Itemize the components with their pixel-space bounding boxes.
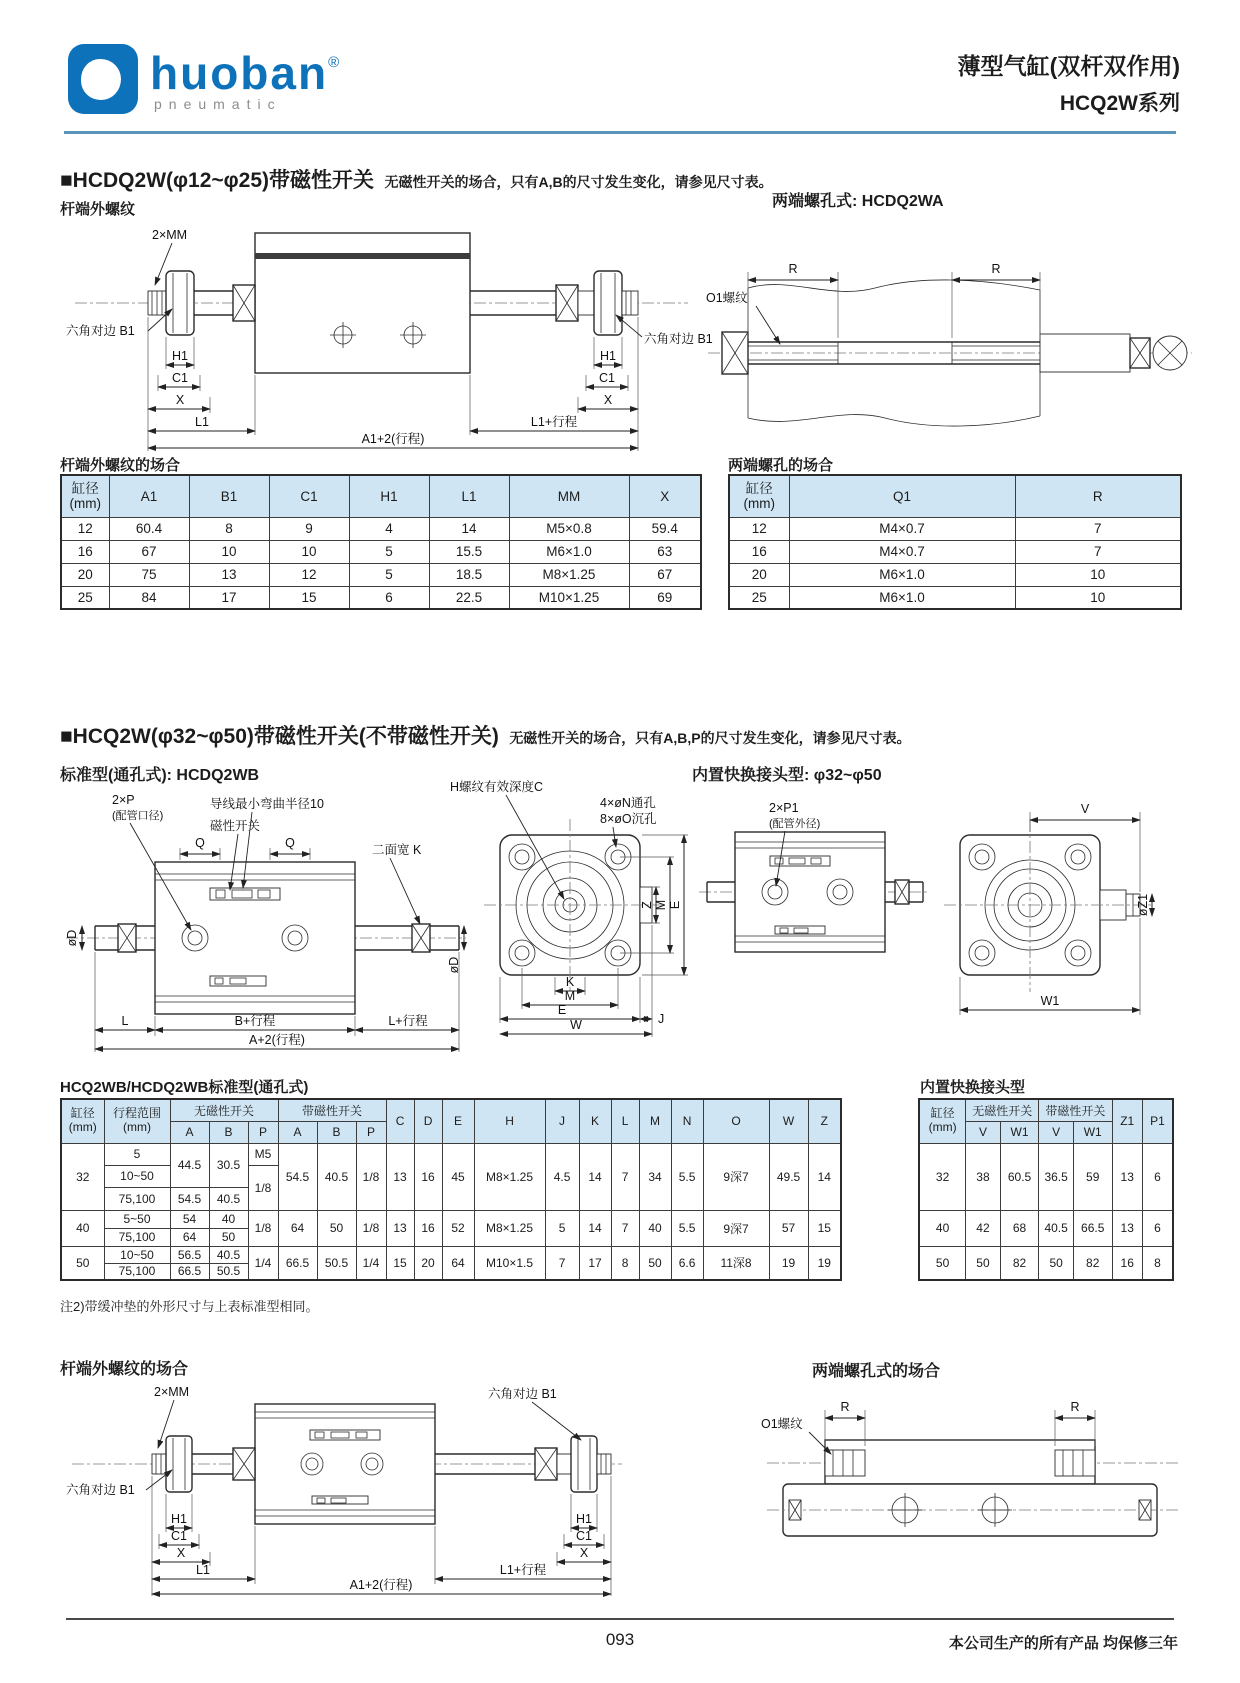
header-titles — [958, 48, 1180, 117]
callout-4xn-through: 4×øN通孔 — [600, 796, 656, 810]
footer-warranty-text: 本公司生产的所有产品 均保修三年 — [948, 1635, 1178, 1652]
dim-label-c1-right: C1 — [599, 371, 615, 385]
dim-label-v: V — [1080, 802, 1090, 816]
section2-title: ■HCQ2W(φ32~φ50)带磁性开关(不带磁性开关) — [60, 725, 499, 748]
dim-label-l1: L1 — [196, 1563, 210, 1577]
col-d: D — [414, 1099, 442, 1143]
table-row: 40 42 68 40.5 66.5 13 6 — [919, 1210, 1173, 1246]
dim-label-e-vert: E — [668, 900, 682, 910]
table3-header-row1 — [61, 1099, 841, 1121]
col-a1: A1 — [109, 475, 189, 517]
col-a-nomag: A — [170, 1121, 209, 1143]
callout-hex-b1-left: 六角对边 B1 — [66, 1483, 135, 1497]
col-z: Z — [808, 1099, 841, 1143]
col-l1: L1 — [429, 475, 509, 517]
dim-label-l1-stroke: L1+行程 — [530, 415, 578, 429]
dim-label-a1-stroke: A1+2(行程) — [361, 432, 425, 446]
dim-label-m-vert: M — [654, 899, 668, 911]
dim-label-a-stroke: A+2(行程) — [249, 1033, 305, 1047]
label-both-ends-tapped: 两端螺孔式: HCDQ2WA — [772, 193, 944, 210]
table-row: 50 50 82 50 82 16 8 — [919, 1246, 1173, 1280]
callout-wire-bend: 导线最小弯曲半径10 — [210, 797, 324, 811]
standard-type-dimension-table — [60, 1098, 842, 1281]
dim-label-x-left: X — [175, 393, 185, 407]
table4-header-row1 — [919, 1099, 1173, 1121]
col-w1-mag: W1 — [1073, 1121, 1112, 1143]
table-row: 50 10~50 56.5 40.5 1/4 66.5 50.5 1/4 15 20 64 M10×1.5 7 17 8 50 6.6 11深8 19 19 — [61, 1246, 841, 1263]
table-row: 25 M6×1.0 10 — [729, 586, 1181, 609]
table3-note: 注2)带缓冲垫的外形尺寸与上表标准型相同。 — [60, 1299, 319, 1314]
table-row: 75,100 64 50 — [61, 1228, 841, 1246]
col-bore: 缸径 (mm) — [919, 1099, 966, 1143]
col-w: W — [769, 1099, 808, 1143]
col-b-nomag: B — [209, 1121, 248, 1143]
dim-label-h1-left: H1 — [171, 1512, 187, 1526]
brand-logo — [150, 47, 340, 112]
callout-magnetic-switch: 磁性开关 — [210, 819, 261, 833]
dim-label-x-left: X — [176, 1546, 186, 1560]
drawing-standard-side-view — [60, 790, 470, 1055]
col-b1: B1 — [189, 475, 269, 517]
col-h: H — [474, 1099, 545, 1143]
table-row: 12 M4×0.7 7 — [729, 517, 1181, 540]
col-group-with-magnet: 带磁性开关 — [1039, 1099, 1112, 1121]
callout-o1-thread: O1螺纹 — [706, 291, 748, 305]
table-row: 20 M6×1.0 10 — [729, 563, 1181, 586]
col-w1-nomag: W1 — [1000, 1121, 1039, 1143]
label-both-ends-tapped-case: 两端螺孔式的场合 — [812, 1363, 941, 1380]
col-q1: Q1 — [789, 475, 1015, 517]
section1-note: 无磁性开关的场合，只有A,B的尺寸发生变化，请参见尺寸表。 — [384, 174, 773, 190]
dim-label-od-right: øD — [447, 956, 461, 974]
footer-rule — [66, 1618, 1174, 1620]
col-p-mag: P — [356, 1121, 386, 1143]
label-rod-end-thread: 杆端外螺纹 — [60, 201, 136, 218]
section1-title: ■HCDQ2W(φ12~φ25)带磁性开关 — [60, 169, 375, 192]
section1-heading — [60, 164, 773, 194]
callout-2xp: 2×P — [112, 793, 135, 807]
dim-label-z: Z — [640, 901, 654, 909]
col-c1: C1 — [269, 475, 349, 517]
dim-label-l: L — [121, 1014, 129, 1028]
table2-header-row — [729, 475, 1181, 517]
col-b-mag: B — [317, 1121, 356, 1143]
drawing-both-ends-tapped — [700, 250, 1200, 445]
table-row: 10~50 1/8 — [61, 1165, 841, 1187]
dim-label-h1-right: H1 — [576, 1512, 592, 1526]
brand-subtitle: pneumatic — [154, 96, 282, 112]
section2-note: 无磁性开关的场合，只有A,B,P的尺寸发生变化，请参见尺寸表。 — [509, 730, 911, 746]
col-e: E — [442, 1099, 474, 1143]
table-row: 32 5 44.5 30.5 M5 54.5 40.5 1/8 13 16 45 M8×1.25 4.5 14 7 34 5.5 9深7 49.5 14 — [61, 1143, 841, 1165]
col-k: K — [579, 1099, 611, 1143]
col-c: C — [386, 1099, 414, 1143]
col-v-mag: V — [1039, 1121, 1074, 1143]
col-bore: 缸径 (mm) — [61, 1099, 104, 1143]
brand-logo-icon — [68, 44, 138, 114]
dim-label-m-bottom: M — [564, 989, 576, 1003]
callout-8xo-counterbore: 8×øO沉孔 — [600, 812, 657, 826]
page-number: 093 — [605, 1630, 635, 1649]
label-rod-end-thread-case: 杆端外螺纹的场合 — [60, 1361, 189, 1378]
dim-label-h1-left: H1 — [172, 349, 188, 363]
col-p-nomag: P — [248, 1121, 278, 1143]
col-j: J — [545, 1099, 579, 1143]
col-stroke-range: 行程范围 (mm) — [104, 1099, 170, 1143]
callout-flat-width-k: 二面宽 K — [372, 843, 422, 857]
dim-label-e-bottom: E — [557, 1003, 567, 1017]
dim-label-l1: L1 — [195, 415, 209, 429]
dim-label-j: J — [658, 1012, 665, 1026]
table1-title: 杆端外螺纹的场合 — [60, 457, 181, 474]
registered-mark-icon: ® — [328, 54, 340, 71]
table-row: 25 84 17 15 6 22.5 M10×1.25 69 — [61, 586, 701, 609]
header-rule — [64, 131, 1176, 134]
table4-title: 内置快换接头型 — [920, 1079, 1026, 1096]
dim-label-k: K — [565, 975, 575, 989]
col-h1: H1 — [349, 475, 429, 517]
both-ends-tapped-table — [728, 474, 1182, 610]
table1-header-row — [61, 475, 701, 517]
col-n: N — [671, 1099, 703, 1143]
callout-2xp1-sub: (配管外径) — [769, 818, 821, 830]
dim-label-l1-stroke: L1+行程 — [499, 1563, 547, 1577]
col-r: R — [1015, 475, 1181, 517]
col-x: X — [629, 475, 701, 517]
dim-label-w: W — [570, 1018, 582, 1032]
drawing-standard-front-view — [450, 775, 695, 1037]
callout-hex-b1-left: 六角对边 B1 — [66, 324, 135, 338]
series-title: HCQ2W系列 — [1059, 92, 1180, 115]
dim-label-q-right: Q — [285, 836, 295, 850]
col-m: M — [639, 1099, 671, 1143]
col-group-no-magnet: 无磁性开关 — [170, 1099, 278, 1121]
col-a-mag: A — [278, 1121, 317, 1143]
dim-label-c1-right: C1 — [576, 1529, 592, 1543]
col-z1: Z1 — [1112, 1099, 1142, 1143]
callout-2xmm: 2×MM — [152, 228, 188, 242]
table-row: 12 60.4 8 9 4 14 M5×0.8 59.4 — [61, 517, 701, 540]
callout-2xp-sub: (配管口径) — [112, 810, 164, 822]
dim-label-r-right: R — [991, 262, 1001, 276]
table2-title: 两端螺孔的场合 — [728, 457, 834, 474]
dim-label-r-left: R — [788, 262, 798, 276]
dim-label-q-left: Q — [195, 836, 205, 850]
table-row: 40 5~50 54 40 1/8 64 50 1/8 13 16 52 M8×1.25 5 14 7 40 5.5 9深7 57 15 — [61, 1210, 841, 1228]
dim-label-c1-left: C1 — [171, 1529, 187, 1543]
section2-heading — [60, 720, 911, 750]
table-row: 75,100 54.5 40.5 — [61, 1187, 841, 1210]
drawing-quick-fitting-front-view — [900, 780, 1200, 1025]
quick-fitting-dimension-table — [918, 1098, 1174, 1281]
logo-hole-shape — [81, 59, 121, 100]
col-l: L — [611, 1099, 639, 1143]
callout-2xp1: 2×P1 — [769, 801, 799, 815]
col-group-no-magnet: 无磁性开关 — [966, 1099, 1039, 1121]
table-row: 16 67 10 10 5 15.5 M6×1.0 63 — [61, 540, 701, 563]
dim-label-l-stroke: L+行程 — [388, 1014, 428, 1028]
table-row: 75,100 66.5 50.5 — [61, 1263, 841, 1280]
dim-label-w1: W1 — [1040, 994, 1060, 1008]
callout-hex-b1-right: 六角对边 B1 — [488, 1387, 557, 1401]
callout-2xmm: 2×MM — [154, 1385, 190, 1399]
drawing-quick-fitting-side-view — [695, 800, 930, 990]
drawing-both-ends-tapped-case — [755, 1388, 1185, 1566]
table-row: 20 75 13 12 5 18.5 M8×1.25 67 — [61, 563, 701, 586]
col-o: O — [703, 1099, 769, 1143]
dim-label-od-left: øD — [65, 929, 79, 947]
label-standard-through-hole: 标准型(通孔式): HCDQ2WB — [60, 767, 260, 784]
callout-h-thread-depth-c: H螺纹有效深度C — [450, 780, 544, 794]
brand-name: huoban — [150, 47, 329, 99]
rod-end-thread-table — [60, 474, 702, 610]
col-p1: P1 — [1142, 1099, 1173, 1143]
col-bore: 缸径 (mm) — [729, 475, 789, 517]
table-row: 16 M4×0.7 7 — [729, 540, 1181, 563]
dim-label-z1: øZ1 — [1136, 893, 1150, 917]
label-builtin-quick-fitting: 内置快换接头型: φ32~φ50 — [692, 767, 882, 784]
page-title: 薄型气缸(双杆双作用) — [957, 53, 1180, 79]
dim-label-b-stroke: B+行程 — [234, 1014, 276, 1028]
dim-label-r-right: R — [1070, 1400, 1080, 1414]
dim-label-x-right: X — [579, 1546, 589, 1560]
col-v-nomag: V — [966, 1121, 1001, 1143]
dim-label-x-right: X — [603, 393, 613, 407]
dim-label-h1-right: H1 — [600, 349, 616, 363]
table3-title: HCQ2WB/HCDQ2WB标准型(通孔式) — [60, 1079, 309, 1096]
drawing-rod-end-thread-case — [60, 1382, 635, 1600]
dim-label-r-left: R — [840, 1400, 850, 1414]
col-bore: 缸径 (mm) — [61, 475, 109, 517]
callout-o1-thread: O1螺纹 — [761, 1417, 803, 1431]
dim-label-c1-left: C1 — [172, 371, 188, 385]
col-mm: MM — [509, 475, 629, 517]
callout-hex-b1-right: 六角对边 B1 — [644, 332, 713, 346]
table-row: 32 38 60.5 36.5 59 13 6 — [919, 1143, 1173, 1210]
drawing-rod-end-thread — [60, 215, 713, 453]
dim-label-a1-stroke: A1+2(行程) — [349, 1578, 413, 1592]
col-group-with-magnet: 带磁性开关 — [278, 1099, 386, 1121]
